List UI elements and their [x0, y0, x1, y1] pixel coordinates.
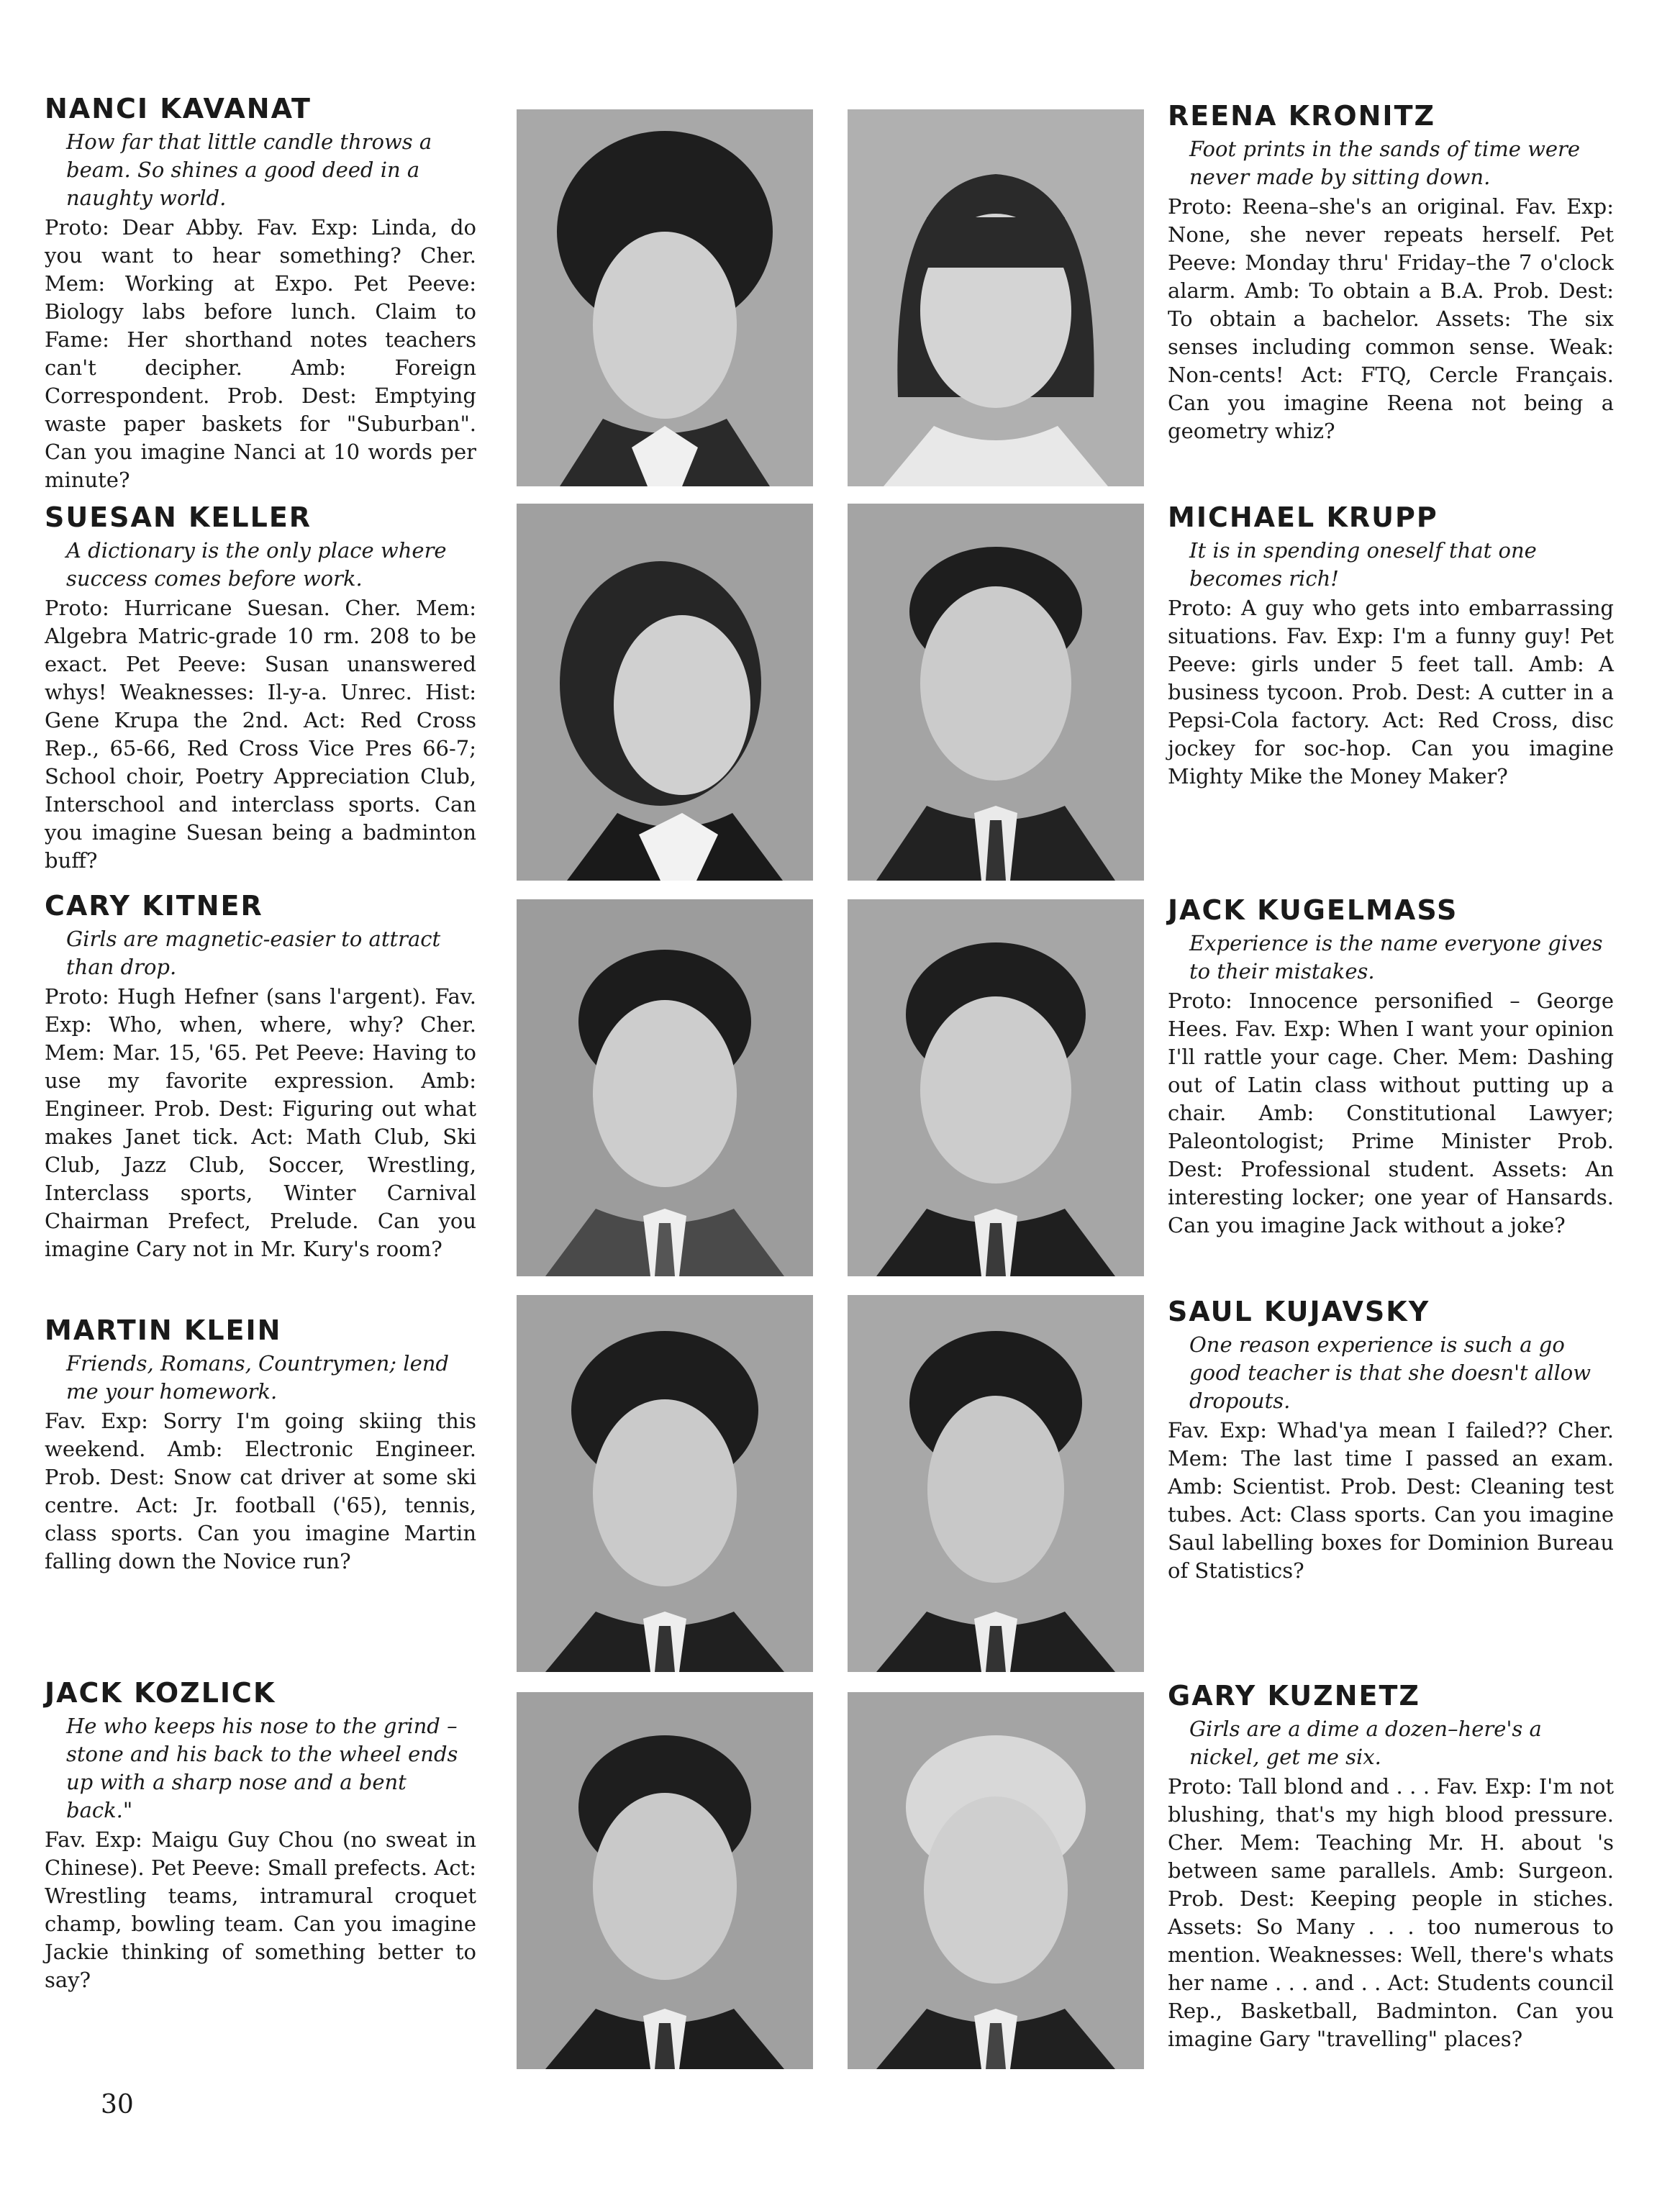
portrait-girl-icon	[517, 504, 813, 881]
entry-saul-kujavsky	[1168, 1295, 1614, 1585]
entry-jack-kozlick	[45, 1676, 476, 1994]
entry-nanci-kavanat	[45, 92, 476, 494]
student-quote: Friends, Romans, Countrymen; lend me your homework.	[66, 1351, 449, 1404]
student-quote: How far that little candle throws a beam. So shines a good deed in a naughty world.	[66, 130, 432, 210]
page-number: 30	[101, 2090, 134, 2119]
student-name: SAUL KUJAVSKY	[1168, 1296, 1430, 1327]
student-quote: Girls are magnetic-easier to attract than drop.	[66, 927, 441, 979]
entry-suesan-keller	[45, 501, 476, 875]
student-bio: Proto: Dear Abby. Fav. Exp: Linda, do you want to hear something? Cher. Mem: Working at Expo. Pet Peeve: Biology labs before lunch. Claim to Fame: Her shorthand notes teachers can't decipher. Amb: Foreign Correspondent. Prob. Dest: Emptying waste paper baskets for "Suburban". Can you imagine Nanci at 10 words per minute?	[45, 215, 476, 492]
portrait-boy-icon	[517, 899, 813, 1276]
student-name: MARTIN KLEIN	[45, 1314, 282, 1346]
student-bio: Fav. Exp: Maigu Guy Chou (no sweat in Chinese). Pet Peeve: Small prefects. Act: Wrestling teams, intramural croquet champ, bowling team. Can you imagine Jackie thinking of something better to say?	[45, 1827, 476, 1992]
portrait-photo	[517, 504, 813, 881]
student-bio: Proto: Hugh Hefner (sans l'argent). Fav. Exp: Who, when, where, why? Cher. Mem: Mar. 15, '65. Pet Peeve: Having to use my favorite expression. Amb: Engineer. Prob. Dest: Figuring out what makes Janet tick. Act: Math Club, Ski Club, Jazz Club, Soccer, Wrestling, Interclass sports, Winter Carnival Chairman Prefect, Prelude. Can you imagine Cary not in Mr. Kury's room?	[45, 984, 476, 1261]
portrait-boy-icon	[848, 1295, 1144, 1672]
portrait-photo	[517, 1692, 813, 2069]
student-bio: Fav. Exp: Whad'ya mean I failed?? Cher. Mem: The last time I passed an exam. Amb: Scientist. Prob. Dest: Cleaning test tubes. Act: Class sports. Can you imagine Saul labelling boxes for Dominion Bureau of Statistics?	[1168, 1418, 1614, 1583]
student-quote: Girls are a dime a dozen–here's a nickel, get me six.	[1189, 1717, 1542, 1769]
portrait-photo	[848, 109, 1144, 486]
portrait-girl-icon	[517, 109, 813, 486]
student-name: REENA KRONITZ	[1168, 100, 1436, 132]
student-name: NANCI KAVANAT	[45, 93, 312, 124]
student-bio: Proto: Tall blond and . . . Fav. Exp: I'm not blushing, that's my high blood pressure. Cher. Mem: Teaching Mr. H. about 's between same parallels. Amb: Surgeon. Prob. Dest: Keeping people in stiches. Assets: So Many . . . too numerous to mention. Weaknesses: Well, there's whats her name . . . and . . Act: Students council Rep., Basketball, Badminton. Can you imagine Gary "travelling" places?	[1168, 1774, 1614, 2051]
student-quote: It is in spending oneself that one becomes rich!	[1189, 538, 1537, 591]
student-bio: Fav. Exp: Sorry I'm going skiing this weekend. Amb: Electronic Engineer. Prob. Dest: Snow cat driver at some ski centre. Act: Jr. football ('65), tennis, class sports. Can you imagine Martin falling down the Novice run?	[45, 1409, 476, 1573]
portrait-photo	[517, 899, 813, 1276]
student-quote: A dictionary is the only place where success comes before work.	[66, 538, 447, 591]
portrait-boy-icon	[517, 1295, 813, 1672]
student-bio: Proto: Reena–she's an original. Fav. Exp: None, she never repeats herself. Pet Peeve: Monday thru' Friday–the 7 o'clock alarm. Amb: To obtain a B.A. Prob. Dest: To obtain a bachelor. Assets: The six senses including common sense. Weak: Non-cents! Act: FTQ, Cercle Français. Can you imagine Reena not being a geometry whiz?	[1168, 194, 1614, 443]
student-bio: Proto: Innocence personified – George Hees. Fav. Exp: When I want your opinion I'll rattle your cage. Cher. Mem: Dashing out of Latin class without putting up a chair. Amb: Constitutional Lawyer; Paleontologist; Prime Minister Prob. Dest: Professional student. Assets: An interesting locker; one year of Hansards. Can you imagine Jack without a joke?	[1168, 989, 1614, 1237]
student-name: GARY KUZNETZ	[1168, 1680, 1420, 1712]
entry-jack-kugelmass	[1168, 894, 1614, 1240]
portrait-boy-icon	[848, 899, 1144, 1276]
portrait-photo	[517, 109, 813, 486]
student-bio: Proto: A guy who gets into embarrassing situations. Fav. Exp: I'm a funny guy! Pet Peeve: girls under 5 feet tall. Amb: A business tycoon. Prob. Dest: A cutter in a Pepsi-Cola factory. Act: Red Cross, disc jockey for soc-hop. Can you imagine Mighty Mike the Money Maker?	[1168, 596, 1614, 789]
student-quote: Experience is the name everyone gives to their mistakes.	[1189, 931, 1603, 983]
entry-martin-klein	[45, 1314, 476, 1576]
portrait-photo	[848, 504, 1144, 881]
student-name: JACK KUGELMASS	[1168, 894, 1458, 926]
portrait-photo	[848, 1692, 1144, 2069]
portrait-boy-icon	[848, 504, 1144, 881]
entry-gary-kuznetz	[1168, 1679, 1614, 2053]
student-bio: Proto: Hurricane Suesan. Cher. Mem: Algebra Matric-grade 10 rm. 208 to be exact. Pet Peeve: Susan unanswered whys! Weaknesses: Il-y-a. Unrec. Hist: Gene Krupa the 2nd. Act: Red Cross Rep., 65-66, Red Cross Vice Pres 66-7; School choir, Poetry Appreciation Club, Interschool and interclass sports. Can you imagine Suesan being a badminton buff?	[45, 596, 476, 873]
portrait-boy-icon	[848, 1692, 1144, 2069]
entry-cary-kitner	[45, 889, 476, 1263]
portrait-photo	[848, 899, 1144, 1276]
portrait-photo	[517, 1295, 813, 1672]
student-quote: He who keeps his nose to the grind –stone and his back to the wheel ends up with a sharp nose and a bent back."	[66, 1714, 458, 1822]
student-quote: One reason experience is such a go good teacher is that she doesn't allow dropouts.	[1189, 1332, 1592, 1413]
portrait-girl-icon	[848, 109, 1144, 486]
student-name: CARY KITNER	[45, 890, 263, 922]
student-quote: Foot prints in the sands of time were never made by sitting down.	[1189, 137, 1581, 189]
portrait-photo	[848, 1295, 1144, 1672]
portrait-boy-icon	[517, 1692, 813, 2069]
entry-reena-kronitz	[1168, 99, 1614, 445]
entry-michael-krupp	[1168, 501, 1614, 791]
student-name: SUESAN KELLER	[45, 501, 312, 533]
student-name: JACK KOZLICK	[45, 1677, 276, 1709]
student-name: MICHAEL KRUPP	[1168, 501, 1438, 533]
